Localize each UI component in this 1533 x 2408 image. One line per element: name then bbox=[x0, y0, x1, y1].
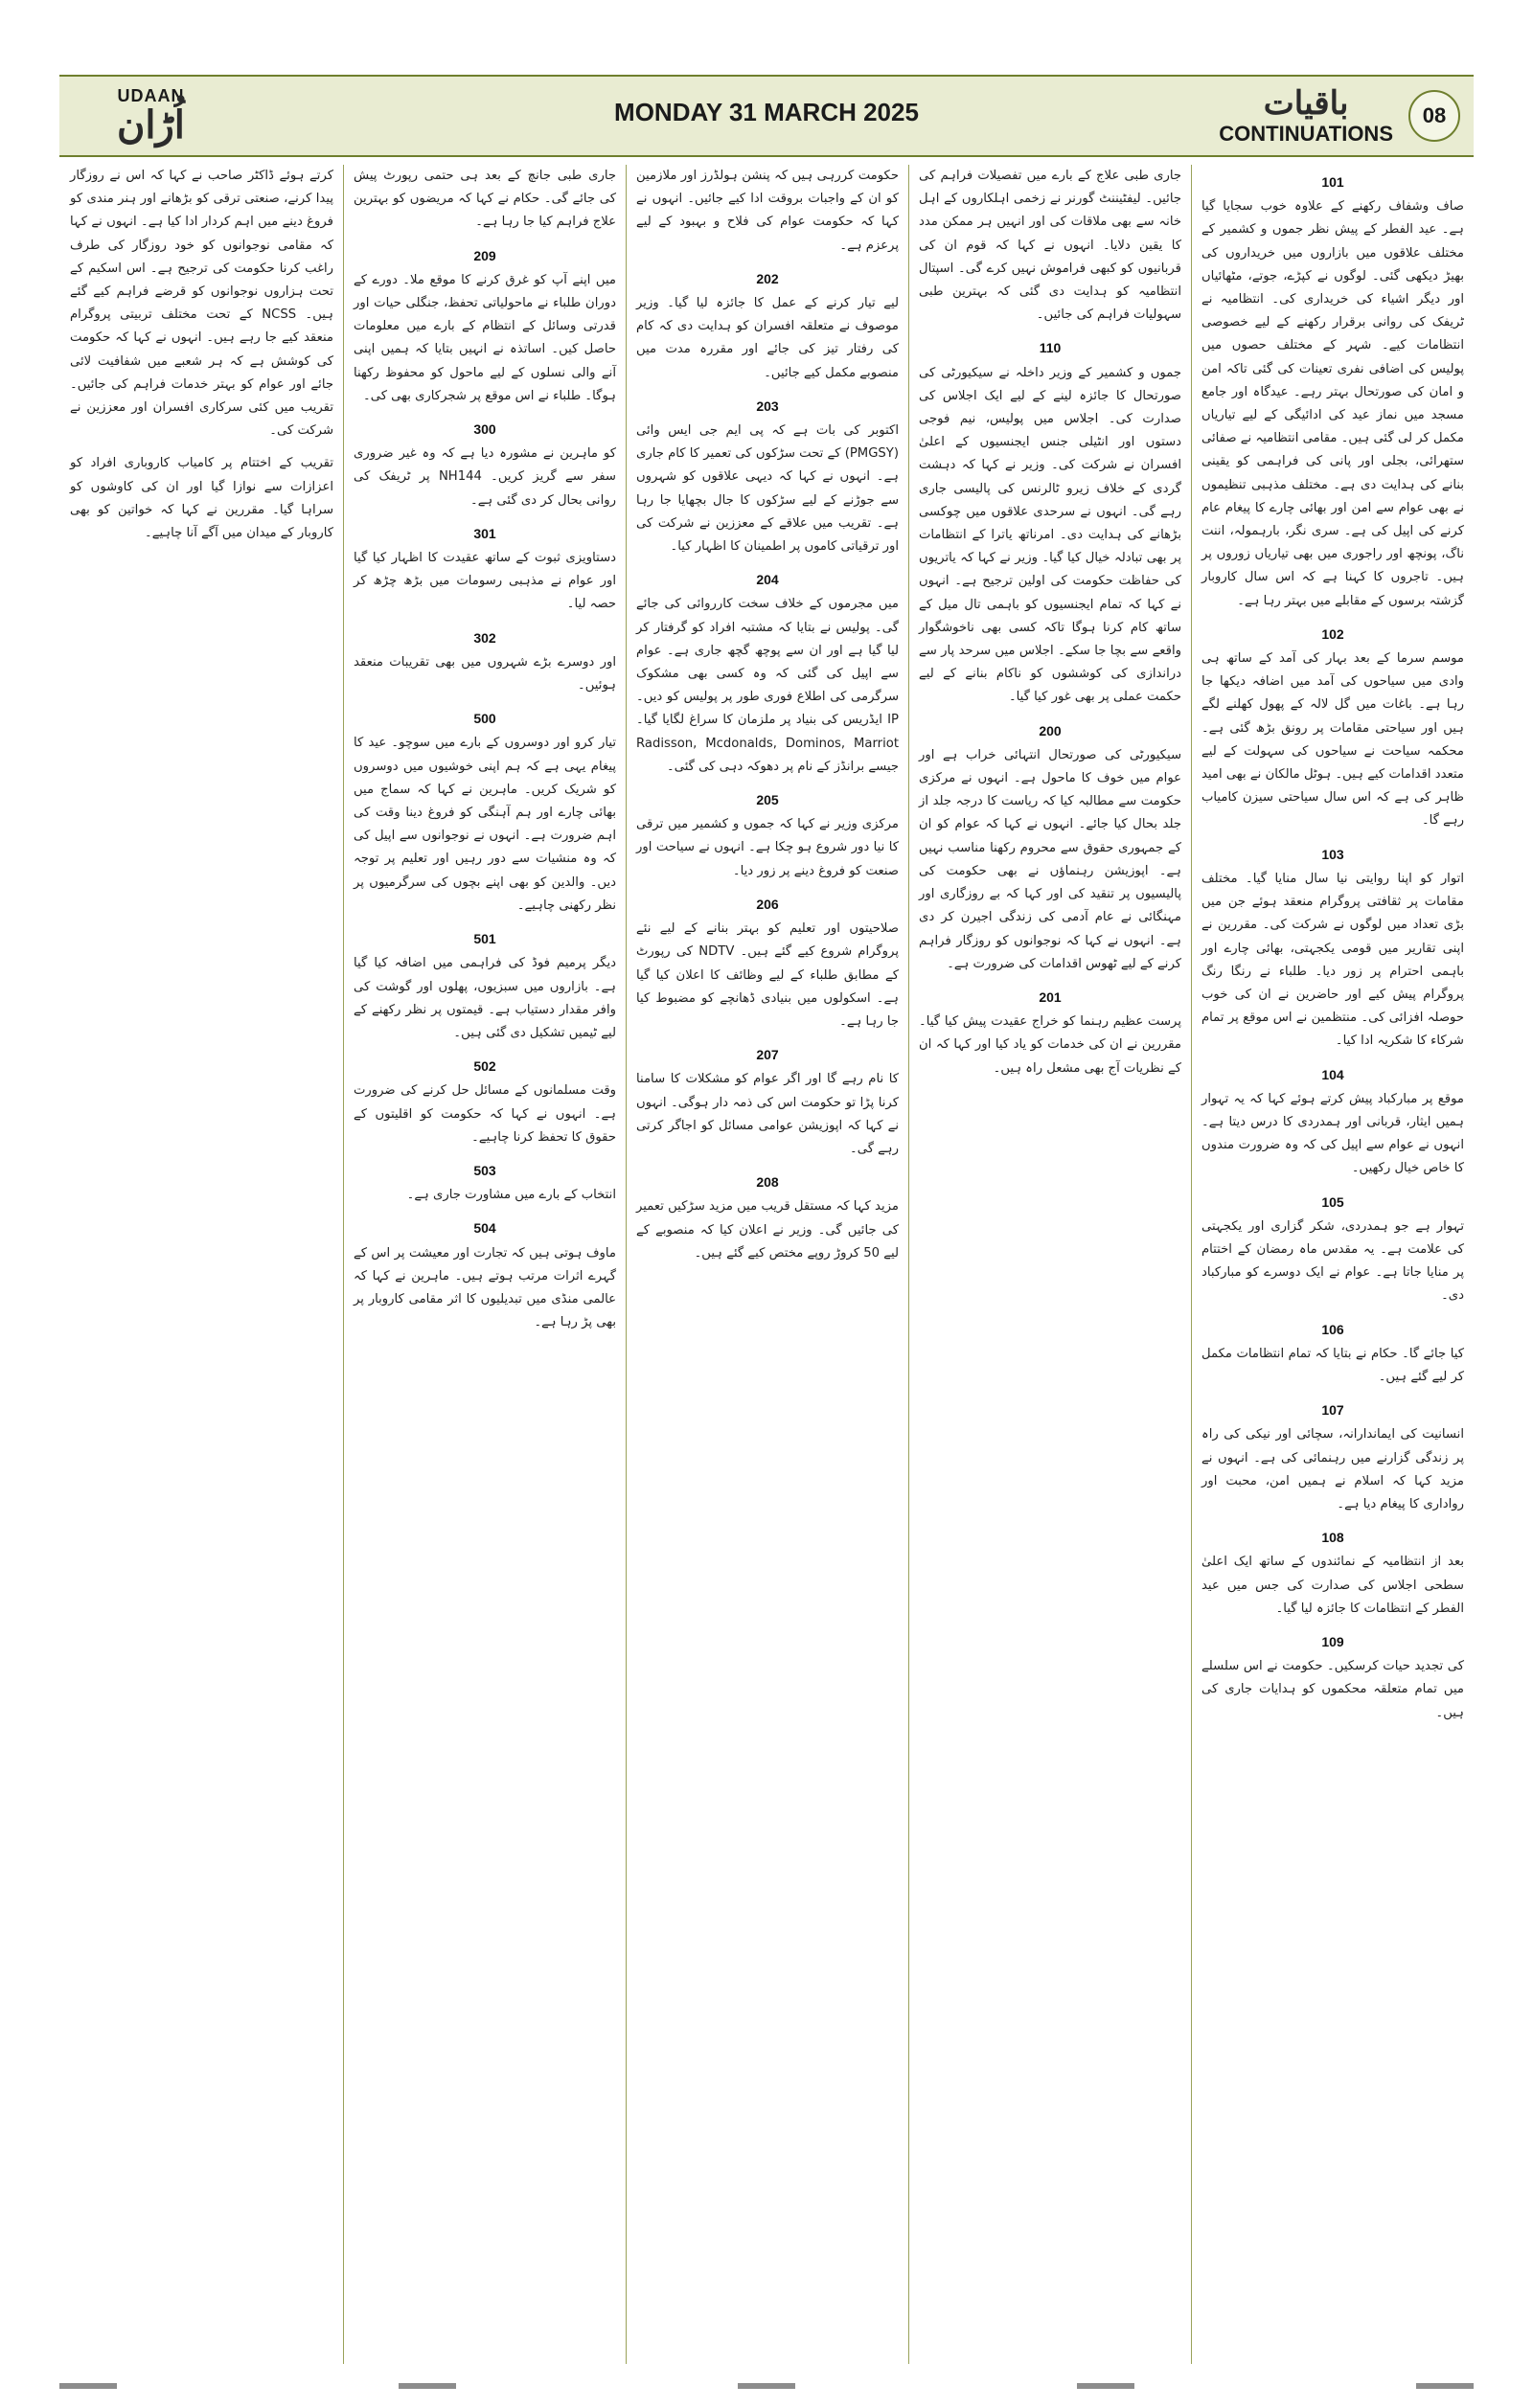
article-continuation bbox=[70, 165, 333, 443]
article-text: کو ماہرین نے مشورہ دیا ہے کہ وہ غیر ضروری سفر سے گریز کریں۔ NH144 پر ٹریفک کی روانی بحال کر دی گئی ہے۔ bbox=[354, 446, 616, 508]
article-text: ماوف ہوتی ہیں کہ تجارت اور معیشت پر اس کے گہرے اثرات مرتب ہوتے ہیں۔ ماہرین نے کہا کہ عالمی منڈی میں تبدیلیوں کا اثر مقامی کاروبار پر بھی پڑ رہا ہے۔ bbox=[354, 1245, 616, 1330]
article-text: موقع پر مبارکباد پیش کرتے ہوئے کہا کہ یہ تہوار ہمیں ایثار، قربانی اور ہمدردی کا درس دیتا ہے۔ انہوں نے عوام سے اپیل کی کہ وہ ضرورت مندوں کا خاص خیال رکھیں۔ bbox=[1201, 1091, 1464, 1176]
article-text: انسانیت کی ایماندارانہ، سچائی اور نیکی کی راہ پر زندگی گزارنے میں رہنمائی کی ہے۔ انہوں نے مزید کہا کہ اسلام نے ہمیں امن، محبت اور رواداری کا پیغام دیا ہے۔ bbox=[1201, 1427, 1464, 1511]
article-text: موسم سرما کے بعد بہار کی آمد کے ساتھ ہی وادی میں سیاحوں کی آمد میں اضافہ دیکھا جا رہا ہے۔ باغات میں گل لالہ کے پھول کھلنے لگے ہیں اور سیاحتی مقامات پر رونق بڑھ گئی ہے۔ محکمہ سیاحت نے سیاحوں کی سہولت کے لیے متعدد اقدامات کیے ہیں۔ ہوٹل مالکان نے بھی امید ظاہر کی ہے کہ اس سال سیاحتی سیزن کامیاب رہے گا۔ bbox=[1201, 651, 1464, 829]
page-number-badge: 08 bbox=[1408, 90, 1460, 142]
article-text: جموں و کشمیر کے وزیر داخلہ نے سیکیورٹی کی صورتحال کا جائزہ لینے کے لیے ایک اجلاس کی صدارت کی۔ اجلاس میں پولیس، نیم فوجی دستوں اور انٹیلی جنس ایجنسیوں کے اعلیٰ افسران نے شرکت کی۔ وزیر نے کہا کہ دہشت گردی کے خلاف زیرو ٹالرنس کی پالیسی جاری رہے گی۔ انہوں نے سرحدی علاقوں میں چوکسی بڑھانے کی ہدایت دی۔ امرناتھ یاترا کے انتظامات پر بھی تبادلہ خیال کیا گیا۔ وزیر نے کہا کہ یاتریوں کی حفاظت حکومت کی اولین ترجیح ہے۔ انہوں نے کہا کہ تمام ایجنسیوں کو باہمی تال میل کے ساتھ کام کرنا ہوگا تاکہ کسی بھی ناخوشگوار واقعے سے بچا جا سکے۔ اجلاس میں سرحد پار سے دراندازی کی کوششوں کو ناکام بنانے کے لیے حکمت عملی پر بھی غور کیا گیا۔ bbox=[919, 365, 1181, 705]
masthead bbox=[59, 75, 1474, 157]
article-continuation bbox=[354, 707, 616, 918]
article-text: اور دوسرے بڑے شہروں میں بھی تقریبات منعقد ہوئیں۔ bbox=[354, 654, 616, 693]
issue-date: MONDAY 31 MARCH 2025 bbox=[614, 98, 919, 126]
article-continuation bbox=[1201, 1398, 1464, 1516]
article-continuation bbox=[636, 1170, 899, 1265]
article-text: کا نام رہے گا اور اگر عوام کو مشکلات کا سامنا کرنا پڑا تو حکومت اس کی ذمہ دار ہوگی۔ انہوں نے کہا کہ اپوزیشن عوامی مسائل کو اجاگر کرتی رہے گی۔ bbox=[636, 1072, 899, 1156]
article-continuation bbox=[354, 927, 616, 1045]
article-continuation bbox=[354, 244, 616, 408]
continuation-number: 202 bbox=[756, 270, 779, 286]
article-continuation bbox=[354, 626, 616, 698]
continuation-number: 108 bbox=[1321, 1530, 1344, 1546]
article-text: دستاویزی ثبوت کے ساتھ عقیدت کا اظہار کیا گیا اور عوام نے مذہبی رسومات میں بڑھ چڑھ کر حصہ لیا۔ bbox=[354, 551, 616, 612]
continuation-number: 102 bbox=[1321, 625, 1344, 642]
article-text: تیار کرو اور دوسروں کے بارے میں سوچو۔ عید کا پیغام یہی ہے کہ ہم اپنی خوشیوں میں دوسروں کو شریک کریں۔ ماہرین نے کہا کہ سماج میں بھائی چارے اور ہم آہنگی کو فروغ دینا وقت کی اہم ضرورت ہے۔ انہوں نے نوجوانوں سے اپیل کی کہ وہ منشیات سے دور رہیں اور تعلیم پر توجہ دیں۔ والدین کو بھی اپنے بچوں کی سرگرمیوں پر نظر رکھنی چاہیے۔ bbox=[354, 736, 616, 913]
continuation-number: 105 bbox=[1321, 1193, 1344, 1210]
article-continuation bbox=[636, 267, 899, 385]
article-continuation bbox=[1201, 1318, 1464, 1390]
continuation-number: 502 bbox=[473, 1058, 496, 1075]
article-continuation bbox=[1201, 1630, 1464, 1725]
article-text: میں مجرموں کے خلاف سخت کارروائی کی جائے گی۔ پولیس نے بتایا کہ مشتبہ افراد کو گرفتار کر لیا گیا ہے اور ان سے پوچھ گچھ جاری ہے۔ عوام سے اپیل کی گئی کہ وہ کسی بھی مشکوک سرگرمی کی اطلاع فوری طور پر پولیس کو دیں۔ IP ایڈریس کی بنیاد پر ملزمان کا سراغ لگایا گیا۔ Radisson, Mcdonalds, Dominos, Marriot جیسے برانڈز کے نام پر دھوکہ دہی کی گئی۔ bbox=[636, 597, 899, 774]
article-continuation bbox=[636, 395, 899, 558]
continuation-number: 208 bbox=[756, 1174, 779, 1191]
continuation-number: 203 bbox=[756, 398, 779, 414]
article-continuation bbox=[636, 893, 899, 1034]
article-text: اکتوبر کی بات ہے کہ پی ایم جی ایس وائی (PMGSY) کے تحت سڑکوں کی تعمیر کا کام جاری ہے۔ انہوں نے کہا کہ دیہی علاقوں کو شہروں سے جوڑنے کے لیے سڑکوں کا جال بچھایا جا رہا ہے۔ تقریب میں علاقے کے معززین نے شرکت کی اور ترقیاتی کاموں پر اطمینان کا اظہار کیا۔ bbox=[636, 423, 899, 555]
continuation-number: 107 bbox=[1321, 1402, 1344, 1419]
article-continuation bbox=[354, 1055, 616, 1149]
column bbox=[626, 165, 908, 2364]
article-text: کیا جائے گا۔ حکام نے بتایا کہ تمام انتظامات مکمل کر لیے گئے ہیں۔ bbox=[1201, 1346, 1464, 1384]
article-text: لیے تیار کرنے کے عمل کا جائزہ لیا گیا۔ وزیر موصوف نے متعلقہ افسران کو ہدایت دی کہ کام کی رفتار تیز کی جائے اور مقررہ مدت میں منصوبے مکمل کیے جائیں۔ bbox=[636, 296, 899, 380]
continuation-number: 504 bbox=[473, 1220, 496, 1237]
brand-name-english: UDAAN bbox=[117, 86, 185, 105]
article-text: تقریب کے اختتام پر کامیاب کاروباری افراد کو اعزازات سے نوازا گیا اور ان کی کاوشوں کو سراہا گیا۔ مقررین نے کہا کہ خواتین کو بھی کاروبار کے میدان میں آگے آنا چاہیے۔ bbox=[70, 456, 333, 541]
article-text: کی تجدید حیات کرسکیں۔ حکومت نے اس سلسلے میں تمام متعلقہ محکموں کو ہدایات جاری کی ہیں۔ bbox=[1201, 1659, 1464, 1720]
continuation-number: 204 bbox=[756, 572, 779, 588]
article-continuation bbox=[919, 165, 1181, 327]
text-columns bbox=[59, 165, 1474, 2364]
article-text: میں اپنے آپ کو غرق کرنے کا موقع ملا۔ دورے کے دوران طلباء نے ماحولیاتی تحفظ، جنگلی حیات اور قدرتی وسائل کے انتظام کے بارے میں معلومات حاصل کیں۔ اساتذہ نے انہیں بتایا کہ ہمیں اپنی آنے والی نسلوں کے لیے ماحول کو محفوظ رکھنا ہوگا۔ طلباء نے اس موقع پر شجرکاری بھی کی۔ bbox=[354, 272, 616, 403]
article-continuation bbox=[919, 719, 1181, 976]
continuation-number: 205 bbox=[756, 792, 779, 808]
article-text: پرست عظیم رہنما کو خراج عقیدت پیش کیا گیا۔ مقررین نے ان کی خدمات کو یاد کیا اور کہا کہ ان کے نظریات آج بھی مشعل راہ ہیں۔ bbox=[919, 1014, 1181, 1076]
continuation-number: 300 bbox=[473, 421, 496, 438]
continuation-number: 110 bbox=[1039, 340, 1062, 356]
article-continuation bbox=[354, 418, 616, 512]
column bbox=[1191, 165, 1474, 2364]
article-continuation bbox=[919, 986, 1181, 1080]
article-text: تہوار ہے جو ہمدردی، شکر گزاری اور یکجہتی کی علامت ہے۔ یہ مقدس ماہ رمضان کے اختتام پر منایا جاتا ہے۔ عوام نے ایک دوسرے کو مبارکباد دی۔ bbox=[1201, 1218, 1464, 1304]
column bbox=[908, 165, 1191, 2364]
article-text: وقت مسلمانوں کے مسائل حل کرنے کی ضرورت ہے۔ انہوں نے کہا کہ حکومت کو اقلیتوں کے حقوق کا تحفظ کرنا چاہیے۔ bbox=[354, 1083, 616, 1145]
article-continuation bbox=[1201, 1526, 1464, 1621]
article-text: کرتے ہوئے ڈاکٹر صاحب نے کہا کہ اس نے روزگار پیدا کرنے، صنعتی ترقی کو بڑھانے اور ہنر مندی کو فروغ دینے میں اہم کردار ادا کیا ہے۔ انہوں نے کہا کہ مقامی نوجوانوں کو خود روزگار کی طرف راغب کرنا حکومت کی ترجیح ہے۔ اس اسکیم کے تحت ہزاروں نوجوانوں کو قرضے فراہم کیے گئے ہیں۔ NCSS کے تحت مختلف تربیتی پروگرام منعقد کیے جا رہے ہیں۔ انہوں نے کہا کہ حکومت کی کوشش ہے کہ ہر شعبے میں شفافیت لائی جائے اور عوام کو بہتر خدمات فراہم کی جائیں۔ تقریب میں کئی سرکاری افسران اور معززین نے شرکت کی۔ bbox=[70, 169, 334, 439]
article-continuation bbox=[919, 336, 1181, 709]
article-text: جاری طبی علاج کے بارے میں تفصیلات فراہم کی جائیں۔ لیفٹیننٹ گورنر نے زخمی اہلکاروں کے اہل خانہ سے بھی ملاقات کی اور انہیں ہر ممکن مدد کا یقین دلایا۔ انہوں نے کہا کہ قوم ان کی قربانیوں کو کبھی فراموش نہیں کرے گی۔ اسپتال انتظامیہ کو ہدایت دی گئی کہ بہترین طبی سہولیات فراہم کی جائیں۔ bbox=[919, 169, 1181, 323]
article-continuation bbox=[636, 165, 899, 258]
continuation-number: 501 bbox=[473, 931, 496, 947]
column bbox=[60, 165, 343, 2364]
article-text: صاف وشفاف رکھنے کے علاوہ خوب سجایا گیا ہے۔ عید الفطر کے پیش نظر جموں و کشمیر کے مختلف علاقوں میں بازاروں میں خریداروں کی بھیڑ دیکھی گئی۔ لوگوں نے کپڑے، جوتے، مٹھائیاں اور دیگر اشیاء کی خریداری کی۔ انتظامیہ نے ٹریفک کی روانی برقرار رکھنے کے لیے خصوصی انتظامات کیے۔ شہر کے مختلف حصوں میں پولیس کی اضافی نفری تعینات کی گئی تاکہ امن و امان کی صورتحال بہتر رہے۔ عیدگاہ اور جامع مسجد میں نماز عید کی ادائیگی کے لیے تیاریاں مکمل کر لی گئی ہیں۔ مقامی انتظامیہ نے صفائی ستھرائی، بجلی اور پانی کی فراہمی کو یقینی بنانے کی ہدایت دی ہے۔ مختلف مذہبی تنظیموں نے بھی عوام سے امن اور بھائی چارے کا پیغام عام کرنے کی اپیل کی ہے۔ سری نگر، بارہمولہ، اننت ناگ، پونچھ اور راجوری میں بھی تیاریاں زوروں پر ہیں۔ تاجروں کا کہنا ہے کہ اس سال کاروبار گزشتہ برسوں کے مقابلے میں بہتر رہا ہے۔ bbox=[1201, 199, 1464, 608]
continuation-number: 206 bbox=[756, 896, 779, 912]
footer-rule bbox=[59, 2383, 1474, 2393]
continuation-number: 201 bbox=[1039, 988, 1062, 1005]
article-text: بعد از انتظامیہ کے نمائندوں کے ساتھ ایک اعلیٰ سطحی اجلاس کی صدارت کی جس میں عید الفطر کے انتظامات کا جائزہ لیا گیا۔ bbox=[1201, 1555, 1464, 1616]
continuation-number: 503 bbox=[473, 1162, 496, 1178]
brand-name-urdu: اُڑان bbox=[117, 102, 185, 148]
article-continuation bbox=[1201, 1063, 1464, 1181]
continuation-number: 104 bbox=[1321, 1066, 1344, 1082]
article-continuation bbox=[1201, 1191, 1464, 1308]
article-continuation bbox=[1201, 843, 1464, 1054]
article-continuation bbox=[354, 522, 616, 617]
article-continuation bbox=[636, 1043, 899, 1161]
article-text: سیکیورٹی کی صورتحال انتہائی خراب ہے اور عوام میں خوف کا ماحول ہے۔ انہوں نے مرکزی حکومت سے مطالبہ کیا کہ ریاست کا درجہ جلد از جلد بحال کیا جائے۔ انہوں نے کہا کہ عوام کو ان کے جمہوری حقوق سے محروم رکھنا مناسب نہیں ہے۔ اپوزیشن رہنماؤں نے بھی حکومت کی پالیسیوں پر تنقید کی اور کہا کہ بے روزگاری اور مہنگائی نے عام آدمی کی زندگی اجیرن کر دی ہے۔ انہوں نے کہا کہ نوجوانوں کو روزگار فراہم کرنے کے لیے ٹھوس اقدامات کی ضرورت ہے۔ bbox=[919, 747, 1181, 971]
continuation-number: 106 bbox=[1321, 1321, 1344, 1337]
article-text: صلاحیتوں اور تعلیم کو بہتر بنانے کے لیے نئے پروگرام شروع کیے گئے ہیں۔ NDTV کی رپورٹ کے مطابق طلباء کے لیے وظائف کا اعلان کیا گیا ہے۔ اسکولوں میں بنیادی ڈھانچے کو مضبوط کیا جا رہا ہے۔ bbox=[636, 921, 899, 1029]
continuation-number: 200 bbox=[1039, 722, 1062, 738]
article-continuation bbox=[636, 788, 899, 883]
column bbox=[343, 165, 626, 2364]
article-continuation bbox=[354, 1216, 616, 1334]
article-continuation bbox=[636, 568, 899, 779]
article-continuation bbox=[354, 1159, 616, 1207]
continuation-number: 101 bbox=[1321, 174, 1344, 190]
continuation-number: 209 bbox=[473, 247, 496, 263]
continuation-number: 301 bbox=[473, 525, 496, 541]
continuation-number: 302 bbox=[473, 629, 496, 646]
continuation-number: 500 bbox=[473, 711, 496, 727]
article-text: دیگر پرمیم فوڈ کی فراہمی میں اضافہ کیا گیا ہے۔ بازاروں میں سبزیوں، پھلوں اور گوشت کی وافر مقدار دستیاب ہے۔ قیمتوں پر نظر رکھنے کے لیے ٹیمیں تشکیل دی گئی ہیں۔ bbox=[354, 956, 616, 1040]
article-text: اتوار کو اپنا روایتی نیا سال منایا گیا۔ مختلف مقامات پر ثقافتی پروگرام منعقد ہوئے جن میں بڑی تعداد میں لوگوں نے شرکت کی۔ مقررین نے اپنی تقاریر میں قومی یکجہتی، بھائی چارے اور باہمی احترام پر زور دیا۔ طلباء نے رنگا رنگ پروگرام پیش کیے اور حاضرین نے ان کی خوب حوصلہ افزائی کی۔ منتظمین نے اس موقع پر تمام شرکاء کا شکریہ ادا کیا۔ bbox=[1201, 871, 1464, 1049]
article-continuation bbox=[70, 452, 333, 545]
article-continuation bbox=[354, 165, 616, 235]
section-title-urdu: باقیات bbox=[1263, 84, 1349, 123]
article-text: حکومت کررہی ہیں کہ پنشن ہولڈرز اور ملازمین کو ان کے واجبات بروقت ادا کیے جائیں۔ انہوں نے کہا کہ حکومت عوام کی فلاح و بہبود کے لیے پرعزم ہے۔ bbox=[636, 169, 899, 253]
article-text: انتخاب کے بارے میں مشاورت جاری ہے۔ bbox=[406, 1188, 616, 1203]
continuation-number: 103 bbox=[1321, 846, 1344, 862]
section-title-english: CONTINUATIONS bbox=[1219, 122, 1393, 146]
article-text: جاری طبی جانچ کے بعد ہی حتمی رپورٹ پیش کی جائے گی۔ حکام نے کہا کہ مریضوں کو بہترین علاج فراہم کیا جا رہا ہے۔ bbox=[354, 169, 616, 230]
continuation-number: 109 bbox=[1321, 1633, 1344, 1649]
article-text: مزید کہا کہ مستقل قریب میں مزید سڑکیں تعمیر کی جائیں گی۔ وزیر نے اعلان کیا کہ منصوبے کے لیے 50 کروڑ روپے مختص کیے گئے ہیں۔ bbox=[636, 1199, 899, 1261]
article-continuation bbox=[1201, 170, 1464, 613]
article-text: مرکزی وزیر نے کہا کہ جموں و کشمیر میں ترقی کا نیا دور شروع ہو چکا ہے۔ انہوں نے سیاحت اور صنعت کو فروغ دینے پر زور دیا۔ bbox=[636, 817, 899, 878]
article-continuation bbox=[1201, 623, 1464, 833]
continuation-number: 207 bbox=[756, 1047, 779, 1063]
